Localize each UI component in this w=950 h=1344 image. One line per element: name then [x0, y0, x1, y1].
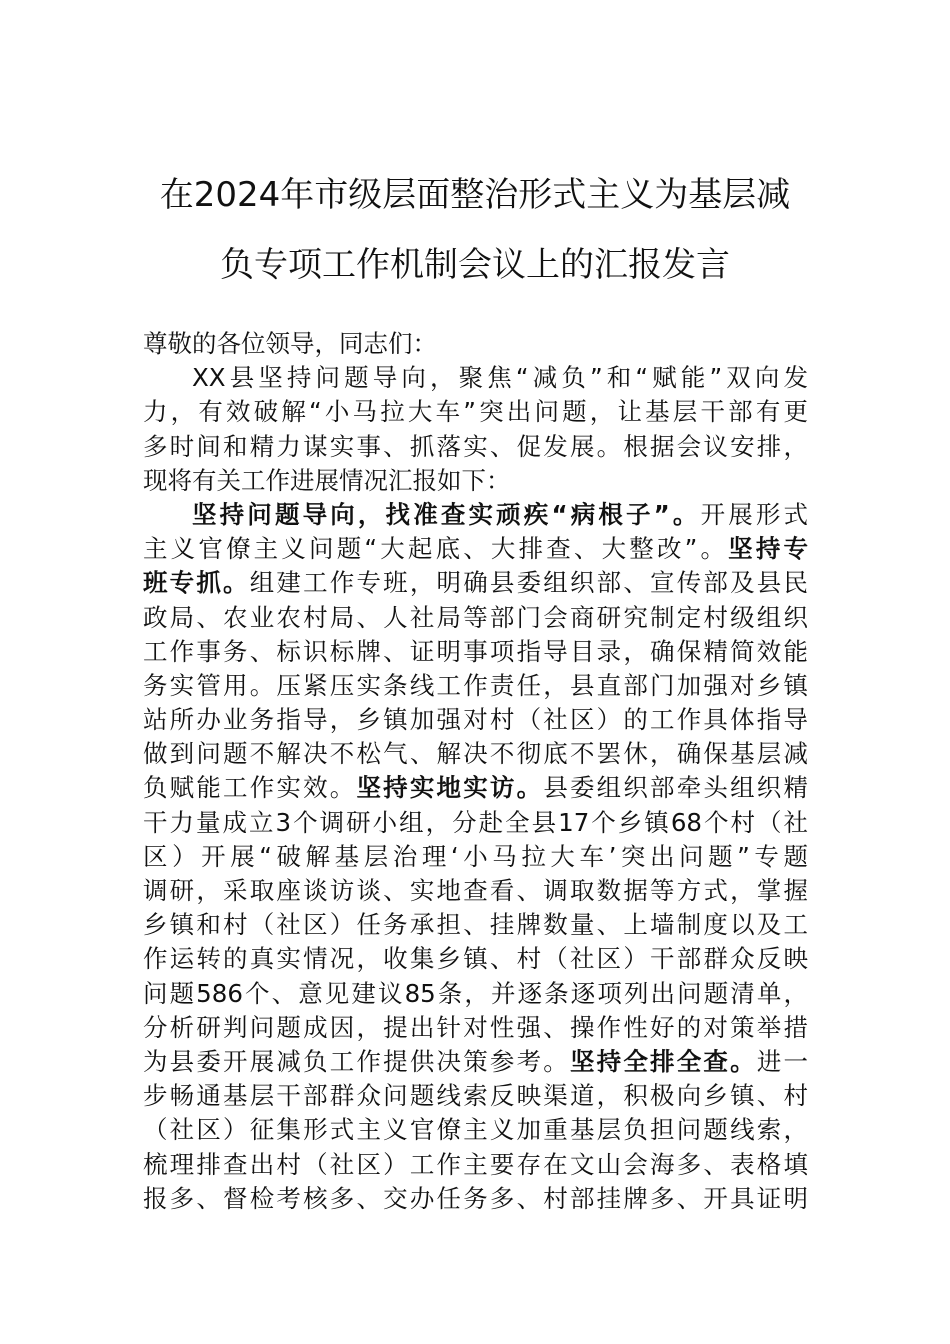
- title-line-2: 负专项工作机制会议上的汇报发言: [220, 245, 730, 285]
- text-line: [143, 601, 808, 635]
- document-title: [140, 160, 810, 300]
- text-line: [143, 1113, 808, 1147]
- text-segment: 步畅通基层干部群众问题线索反映渠道，积极向乡镇、村: [143, 1081, 808, 1111]
- text-line: [143, 464, 808, 498]
- text-segment: 乡镇和村（社区）任务承担、挂牌数量、上墙制度以及工: [143, 910, 808, 940]
- text-segment: 站所办业务指导，乡镇加强对村（社区）的工作具体指导: [143, 705, 808, 735]
- salutation: 尊敬的各位领导，同志们：: [143, 329, 437, 358]
- text-line: [143, 635, 808, 669]
- title-line-1: 在2024年市级层面整治形式主义为基层减: [159, 175, 791, 215]
- text-line: [143, 498, 808, 532]
- text-segment: 进一: [756, 1046, 808, 1076]
- text-line: [143, 1079, 808, 1113]
- text-segment: 问题586个、意见建议85条，并逐条逐项列出问题清单，: [143, 978, 808, 1008]
- text-line: [143, 703, 808, 737]
- report-paragraphs: [143, 361, 808, 1216]
- text-segment: 分析研判问题成因，提出针对性强、操作性好的对策举措: [143, 1012, 808, 1042]
- text-line: [143, 395, 808, 429]
- text-line: [143, 566, 808, 600]
- text-segment: （社区）征集形式主义官僚主义加重基层负担问题线索，: [143, 1115, 808, 1145]
- text-segment: 现将有关工作进展情况汇报如下：: [143, 465, 511, 495]
- text-segment: 开展形式: [700, 499, 809, 529]
- text-segment: 作运转的真实情况，收集乡镇、村（社区）干部群众反映: [143, 944, 808, 974]
- text-segment: 主义官僚主义问题“大起底、大排查、大整改”。: [143, 534, 729, 564]
- bold-heading-segment: 坚持专: [728, 534, 808, 564]
- text-line: [143, 1148, 808, 1182]
- text-segment: 调研，采取座谈访谈、实地查看、调取数据等方式，掌握: [143, 876, 808, 905]
- text-line: [143, 430, 808, 464]
- text-segment: 多时间和精力谋实事、抓落实、促发展。根据会议安排，: [143, 431, 808, 461]
- text-line: [143, 840, 808, 874]
- text-segment: 组建工作专班，明确县委组织部、宣传部及县民: [249, 568, 808, 598]
- text-segment: 务实管用。压紧压实条线工作责任，县直部门加强对乡镇: [143, 670, 808, 700]
- text-segment: 负赋能工作实效。: [143, 773, 357, 803]
- text-segment: 报多、督检考核多、交办任务多、村部挂牌多、开具证明: [143, 1183, 808, 1213]
- text-segment: 区）开展“破解基层治理‘小马拉大车’突出问题”专题: [143, 841, 808, 871]
- text-line: [143, 874, 808, 908]
- text-line: [143, 669, 808, 703]
- text-line: [143, 737, 808, 771]
- text-line: [143, 1011, 808, 1045]
- text-segment: 力，有效破解“小马拉大车”突出问题，让基层干部有更: [143, 397, 808, 427]
- text-segment: 做到问题不解决不松气、解决不彻底不罢休，确保基层减: [143, 739, 808, 769]
- bold-heading-segment: 坚持实地实访。: [356, 773, 544, 803]
- text-line: [143, 532, 808, 566]
- bold-heading-segment: 坚持问题导向，找准查实顽疾“病根子”。: [192, 499, 701, 529]
- text-segment: 工作事务、标识标牌、证明事项指导目录，确保精简效能: [143, 636, 808, 666]
- text-line: [143, 942, 808, 976]
- text-line: [143, 1182, 808, 1216]
- text-line: [143, 361, 808, 395]
- text-segment: XX县坚持问题导向，聚焦“减负”和“赋能”双向发: [192, 363, 808, 393]
- text-line: [143, 908, 808, 942]
- text-segment: 政局、农业农村局、人社局等部门会商研究制定村级组织: [143, 602, 808, 632]
- text-line: [143, 1045, 808, 1079]
- text-segment: 县委组织部牵头组织精: [543, 773, 808, 803]
- text-segment: 干力量成立3个调研小组，分赴全县17个乡镇68个村（社: [143, 807, 808, 837]
- text-segment: 梳理排查出村（社区）工作主要存在文山会海多、表格填: [143, 1149, 808, 1179]
- document-body: [143, 327, 808, 1216]
- bold-heading-segment: 坚持全排全查。: [570, 1046, 757, 1076]
- text-line: [143, 806, 808, 840]
- text-line: [143, 771, 808, 805]
- bold-heading-segment: 班专抓。: [143, 568, 250, 598]
- text-line: [143, 977, 808, 1011]
- text-segment: 为县委开展减负工作提供决策参考。: [143, 1046, 570, 1076]
